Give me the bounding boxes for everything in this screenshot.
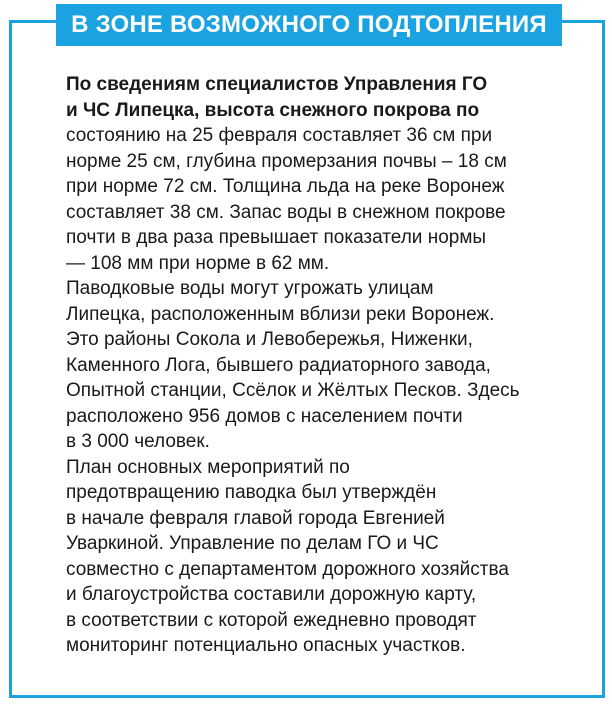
article-line: в начале февраля главой города Евгенией xyxy=(66,507,445,529)
article-line: в соответствии с которой ежедневно проводят xyxy=(66,609,477,631)
article-lead-line: По сведениям специалистов Управления ГО xyxy=(66,74,488,95)
article-line: расположено 956 домов с населением почти xyxy=(66,405,463,427)
article-line: Липецка, расположенным вблизи реки Воронеж. xyxy=(66,303,495,325)
article-lead-line: и ЧС Липецка, высота снежного покрова по xyxy=(66,99,480,121)
article-line: Паводковые воды могут угрожать улицам xyxy=(66,278,434,299)
article-line: и благоустройства составили дорожную карту, xyxy=(66,584,477,605)
article-line: норме 25 см, глубина промерзания почвы – 18 см xyxy=(66,150,507,172)
article-line: Уваркиной. Управление по делам ГО и ЧС xyxy=(66,533,439,554)
article-line: при норме 72 см. Толщина льда на реке Воронеж xyxy=(66,176,505,197)
article-line: Каменного Лога, бывшего радиаторного завода, xyxy=(66,354,491,376)
article-line: состоянию на 25 февраля составляет 36 см при xyxy=(66,125,493,146)
article-line: совместно с департаментом дорожного хозяйства xyxy=(66,558,509,580)
article-line: Опытной станции, Ссёлок и Жёлтых Песков. Здесь xyxy=(66,380,520,401)
article-line: почти в два раза превышает показатели нормы xyxy=(66,227,487,248)
article-line: составляет 38 см. Запас воды в снежном покрове xyxy=(66,201,506,223)
article-line: мониторинг потенциально опасных участков. xyxy=(66,635,466,656)
article-body xyxy=(66,72,586,659)
article-line: План основных мероприятий по xyxy=(66,456,350,478)
article-line: Это районы Сокола и Левобережья, Ниженки, xyxy=(66,329,473,350)
article-line: в 3 000 человек. xyxy=(66,431,210,452)
section-title-banner: В ЗОНЕ ВОЗМОЖНОГО ПОДТОПЛЕНИЯ xyxy=(56,4,562,46)
article-line: предотвращению паводка был утверждён xyxy=(66,482,437,503)
article-line: — 108 мм при норме в 62 мм. xyxy=(66,252,330,274)
